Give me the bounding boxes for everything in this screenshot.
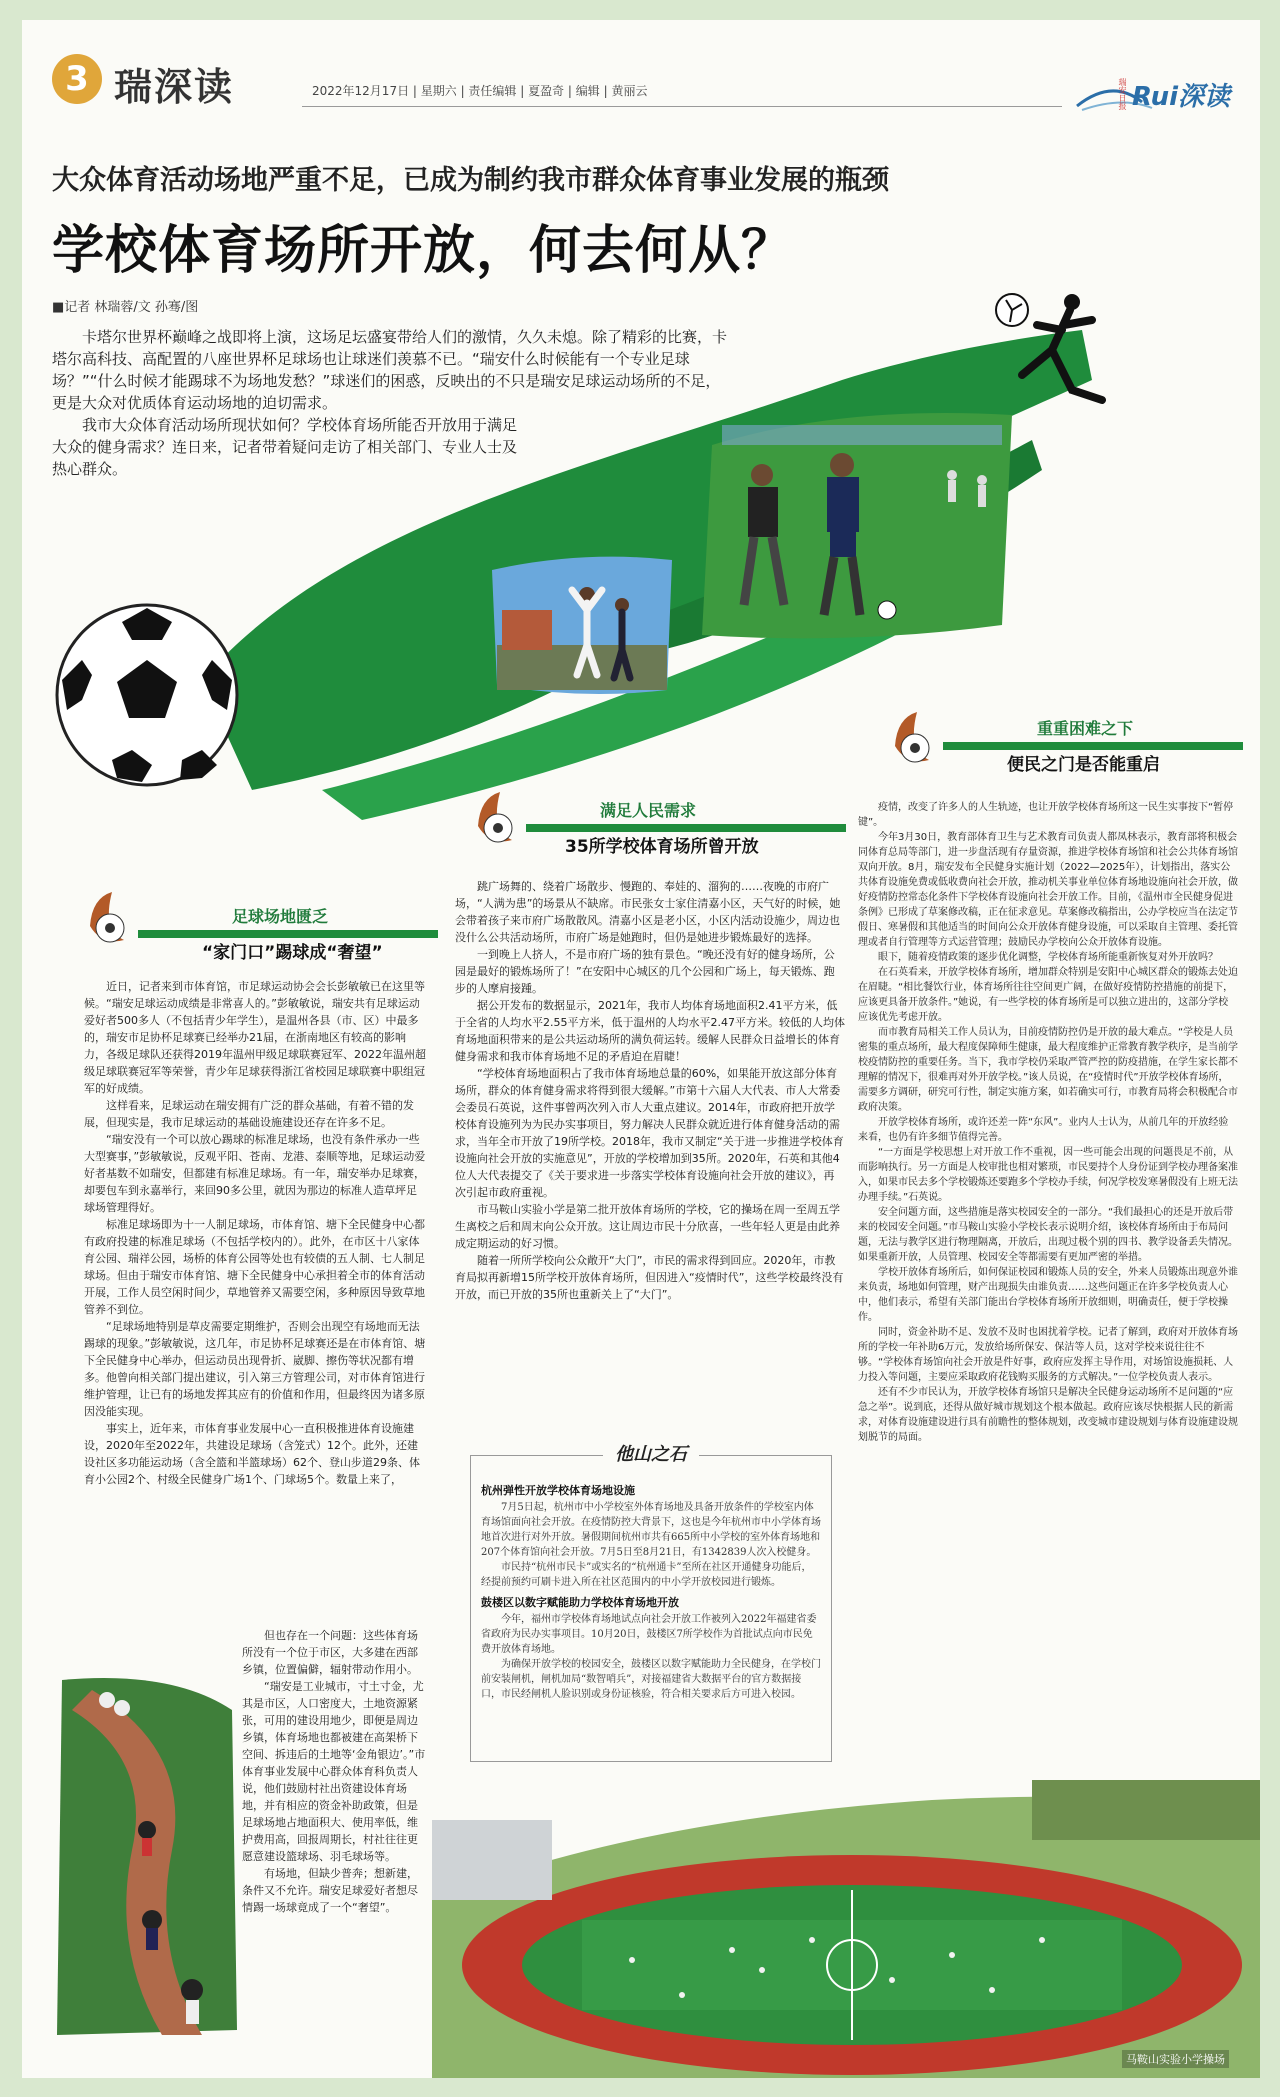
body-paragraph: 学校开放体育场所后，如何保证校园和锻炼人员的安全，外来人员锻炼出现意外谁来负责，场地如何管理，财产出现损失由谁负责……这些问题正在许多学校负责人心中，他们表示，希望有关部门能出台学校体育场所开放细则，明确责任，便于学校操作。 bbox=[858, 1267, 1238, 1323]
left-column bbox=[84, 978, 426, 1488]
soccer-ball-icon bbox=[52, 600, 242, 790]
body-paragraph: 随着一所所学校向公众敞开“大门”，市民的需求得到回应。2020年，市教育局拟再新增15所学校开放体育场所，但因进入“疫情时代”，这些学校最终没有开放，而已开放的35所也重新关上了“大门”。 bbox=[455, 1254, 844, 1301]
section-bar bbox=[138, 930, 438, 938]
body-paragraph: 这样看来，足球运动在瑞安拥有广泛的群众基础，有着不错的发展，但现实是，我市足球运动的基础设施建设还存在许多不足。 bbox=[84, 1099, 414, 1129]
body-paragraph: 事实上，近年来，市体育事业发展中心一直积极推进体育设施建设，2020年至2022年，共建设足球场（含笼式）12个。此外，还建设社区多功能运动场（含全篮和半篮球场）62个、登山步道29条、体育小公园2个、村级全民健身广场1个、门球场5个。数量上来了， bbox=[84, 1422, 420, 1486]
body-paragraph: 有场地，但缺少普奔；想新建，条件又不允许。瑞安足球爱好者想尽情踢一场球竟成了一个“奢望”。 bbox=[242, 1867, 418, 1914]
body-paragraph: 但也存在一个问题：这些体育场所没有一个位于市区，大多建在西部乡镇，位置偏僻，辐射带动作用小。 bbox=[242, 1629, 418, 1676]
body-paragraph: 疫情，改变了许多人的人生轨迹，也让开放学校体育场所这一民生实事按下“暂停键”。 bbox=[858, 802, 1234, 828]
body-paragraph: 市马鞍山实验小学是第二批开放体育场所的学校，它的操场在周一至周五学生离校之后和周末向公众开放。这让周边市民十分欣喜，一些年轻人更是由此养成定期运动的好习惯。 bbox=[455, 1203, 840, 1250]
sidebar-item-heading: 杭州弹性开放学校体育场地设施 bbox=[481, 1484, 635, 1497]
section-kicker: 足球场地匮乏 bbox=[232, 907, 329, 926]
soccer-players-photo bbox=[692, 405, 1022, 645]
soccer-ball-badge-icon bbox=[887, 710, 939, 766]
section-head-left bbox=[82, 890, 442, 980]
middle-column bbox=[455, 878, 845, 1303]
sidebar-item-heading: 鼓楼区以数字赋能助力学校体育场地开放 bbox=[481, 1596, 679, 1609]
masthead-rule bbox=[302, 106, 1062, 107]
sidebar-item-body: 市民持“杭州市民卡”或实名的“杭州通卡”至所在社区开通健身功能后，经提前预约可刷卡进入所在社区范围内的中小学开放校园进行锻炼。 bbox=[481, 1562, 812, 1588]
body-paragraph: 在石英看来，开放学校体育场所，增加群众特别是安阳中心城区群众的锻炼去处迫在眉睫。“相比餐饮行业，体育场所往往空间更广阔，在做好疫情防控措施的前提下，应该更具备开放条件。”她说，有一些学校的体育场所是可以独立进出的，这部分学校应该优先考虑开放。 bbox=[858, 967, 1238, 1023]
body-paragraph: “瑞安没有一个可以放心踢球的标准足球场，也没有条件承办一些大型赛事，”彭敏敏说，反观平阳、苍南、龙港、泰顺等地，足球运动爱好者基数不如瑞安，但都建有标准足球场。有一年，瑞安举办足球赛，却要包车到永嘉举行，来回90多公里，就因为那边的标准人造草坪足球场管理得好。 bbox=[84, 1133, 426, 1214]
sidebar-content bbox=[481, 1478, 821, 1702]
article-subtitle: 大众体育活动场地严重不足，已成为制约我市群众体育事业发展的瓶颈 bbox=[52, 165, 889, 196]
newspaper-page bbox=[22, 20, 1260, 2078]
section-kicker: 满足人民需求 bbox=[600, 801, 697, 820]
body-paragraph: 而市教育局相关工作人员认为，目前疫情防控仍是开放的最大难点。“学校是人员密集的重点场所，最大程度保障师生健康，最大程度维护正常教育教学秩序，是当前学校疫情防控的重要任务。当下，我市学校仍采取严管严控的防疫措施，在学生家长都不理解的情况下，很难再对外开放学校。”该人员说，在“疫情时代”开放学校体育场所，需要多方调研，研究可行性，制定实施方案，如若确实可行，市教育局将会积极配合市政府决策。 bbox=[858, 1027, 1238, 1113]
lead-paragraph: 我市大众体育活动场所现状如何？学校体育场所能否开放用于满足大众的健身需求？连日来，记者带着疑问走访了相关部门、专业人士及热心群众。 bbox=[52, 416, 518, 478]
sidebar-title-text: 他山之石 bbox=[603, 1444, 699, 1465]
body-paragraph: 跳广场舞的、绕着广场散步、慢跑的、奉娃的、溜狗的……夜晚的市府广场，“人满为患”的场景从不缺席。市民张女士家住清嘉小区，天气好的时候，她会带着孩子来市府广场散散风。清嘉小区是老小区，小区内活动设施少，周边也没什么公共活动场所，市府广场是她跑时，但仍是她进步锻炼最好的选择。 bbox=[455, 880, 841, 944]
soccer-ball-badge-icon bbox=[82, 890, 134, 946]
body-paragraph: 眼下，随着疫情政策的逐步优化调整，学校体育场所能重新恢复对外开放吗？ bbox=[878, 952, 1218, 963]
body-paragraph: “足球场地特别是草皮需要定期维护，否则会出现空有场地而无法踢球的现象。”彭敏敏说，这几年，市足协杯足球赛还是在市体育馆、塘下全民健身中心举办，但运动员出现骨折、崴脚、擦伤等状况都有增多。他曾向相关部门提出建议，引入第三方管理公司，对市体育馆进行维护管理，让已有的场地发挥其应有的价值和作用，但最终因为诸多原因没能实现。 bbox=[84, 1320, 426, 1418]
section-number-badge: 3 bbox=[52, 54, 102, 104]
body-paragraph: “学校体育场地面积占了我市体育场地总量的60%，如果能开放这部分体育场所，群众的体育健身需求将得到很大缓解。”市第十六届人大代表、市人大常委会委员石英说，这件事曾两次列入市人大重点建议。2014年，市政府把开放学校体育设施列为为民办实事项目，努力解决人民群众就近进行体育健身活动的需求，当年全市开放了19所学校。2018年，我市又制定“关于进一步推进学校体育设施向社会开放的实施意见”，开放的学校增加到35所。2020年，石英和其他4位人大代表提交了《关于要求进一步落实学校体育设施向社会开放的建议》，再次引起市政府重视。 bbox=[455, 1067, 844, 1199]
body-paragraph: 近日，记者来到市体育馆，市足球运动协会会长彭敏敏已在这里等候。“瑞安足球运动成绩是非常喜人的。”彭敏敏说，瑞安共有足球运动爱好者500多人（不包括青少年学生），是温州各县（市、区）中最多的，瑞安市足协杯足球赛已经举办21届，在浙南地区有较高的影响力，各级足球队还获得2019年温州甲级足球联赛冠军、2022年温州超级足球联赛冠军等荣誉，青少年足球获得浙江省校园足球联赛中职组冠军的好成绩。 bbox=[84, 980, 426, 1095]
basketball-photo bbox=[482, 550, 682, 700]
section-title: “家门口”踢球成“奢望” bbox=[202, 943, 383, 963]
section-head-right bbox=[887, 710, 1247, 790]
cycling-path-photo bbox=[52, 1670, 242, 2040]
body-paragraph: “瑞安是工业城市，寸土寸金，尤其是市区，人口密度大，土地资源紧张，可用的建设用地少，即便是周边乡镇，体育场地也都被建在高架桥下空间、拆违后的土地等‘金角银边’。”市体育事业发展中心群众体育科负责人说，他们鼓励村社出资建设体育场地，并有相应的资金补助政策，但是足球场地占地面积大、使用率低，维护费用高，回报周期长，村社往往更愿意建设篮球场、羽毛球场等。 bbox=[242, 1680, 426, 1863]
body-paragraph: 一到晚上人挤人，不是市府广场的独有景色。“晚还没有好的健身场所，公园是最好的锻炼场所了！”在安阳中心城区的几个公园和广场上，每天锻炼、跑步的人摩肩接踵。 bbox=[455, 948, 835, 995]
section-bar bbox=[943, 742, 1243, 750]
body-paragraph: 据公开发布的数据显示，2021年，我市人均体育场地面积2.41平方米，低于全省的人均水平2.55平方米，低于温州的人均水平2.47平方米。较低的人均体育场地面积带来的是公共运动场所的满负荷运转。缓解人民群众日益增长的体育健身需求和我市体育场地不足的矛盾迫在眉睫！ bbox=[455, 999, 845, 1063]
logo-tag: 瑞安日报 bbox=[1118, 78, 1127, 110]
left-column-narrow bbox=[242, 1627, 426, 1916]
body-paragraph: 今年3月30日，教育部体育卫生与艺术教育司负责人都凤林表示，教育部将积极会同体育总局等部门，进一步盘活现有存量资源，推进学校体育场馆和社会公共体育场馆双向开放。8月，瑞安发布全民健身实施计划（2022—2025年），计划指出，落实公共体育设施免费或低收费向社会开放，推动机关事业单位体育场地设施向社会开放，做好疫情防控常态化条件下学校体育设施向社会开放工作。目前，《温州市全民健身促进条例》已形成了草案修改稿，正在征求意见。草案修改稿指出，公办学校应当在法定节假日、寒暑假和其他适当的时间向公众开放体育健身设施，可以采取自主管理、委托管理或者自行管理等方式运营管理；鼓励民办学校向公众开放体育设施。 bbox=[858, 832, 1238, 948]
byline: ■记者 林瑞蓉/文 孙骞/图 bbox=[52, 300, 199, 315]
article-headline: 学校体育场所开放，何去何从？ bbox=[52, 221, 795, 281]
photo-caption: 马鞍山实验小学操场 bbox=[1122, 2050, 1229, 2068]
right-column bbox=[858, 800, 1238, 1445]
body-paragraph: 还有不少市民认为，开放学校体育场馆只是解决全民健身运动场所不足问题的“应急之举”。说到底，还得从做好城市规划这个根本做起。政府应该尽快根据人民的新需求，对体育设施建设进行具有前瞻性的整体规划，改变城市建设规划与体育设施建设规划脱节的局面。 bbox=[858, 1387, 1238, 1443]
sidebar-title bbox=[471, 1440, 831, 1466]
section-head-middle bbox=[470, 790, 850, 870]
section-name: 瑞深读 bbox=[114, 65, 235, 109]
body-paragraph: 同时，资金补助不足、发放不及时也困扰着学校。记者了解到，政府对开放体育场所的学校一年补助6万元，发放给场所保安、保洁等人员，这对学校来说往往不够。“学校体育场馆向社会开放是件好事，政府应发挥主导作用，对场馆设施损耗、人力投入等问题，主要应采取政府花钱购买服务的方式解决。”一位学校负责人表示。 bbox=[858, 1327, 1238, 1383]
body-paragraph: 安全问题方面，这些措施是落实校园安全的一部分。“我们最担心的还是开放后带来的校园安全问题。”市马鞍山实验小学校长表示说明介绍，该校体育场所由于布局问题，无法与教学区进行物理隔离，开放后，出现过极个别的四书、教学设备丢失情况。如果重新开放，人员管理、校园安全等都需要有更加严密的举措。 bbox=[858, 1207, 1238, 1263]
soccer-ball-badge-icon bbox=[470, 790, 522, 846]
sidebar-item-body: 为确保开放学校的校园安全，鼓楼区以数字赋能助力全民健身，在学校门前安装闸机，闸机加局“数智哨兵”，对接福建省大数据平台的官方数据接口，市民经闸机人脸识别或身份证核验，符合相关要求后方可进入校园。 bbox=[481, 1659, 821, 1700]
section-title: 35所学校体育场所曾开放 bbox=[565, 837, 759, 857]
sidebar-item-body: 7月5日起，杭州市中小学校室外体育场地及具备开放条件的学校室内体育场馆面向社会开放。在疫情防控大背景下，这也是今年杭州市中小学体育场地首次进行对外开放。暑假期间杭州市共有665所中小学校的室外体育场地和207个体育馆向社会开放。7月5日至8月21日，有1342839人次入校健身。 bbox=[481, 1502, 821, 1558]
school-sports-field-photo bbox=[432, 1780, 1260, 2078]
section-title: 便民之门是否能重启 bbox=[1007, 755, 1160, 775]
sidebar-item-body: 今年，福州市学校体育场地试点向社会开放工作被列入2022年福建省委省政府为民办实事项目。10月20日，鼓楼区7所学校作为首批试点向市民免费开放体育场地。 bbox=[481, 1614, 817, 1655]
body-paragraph: 标准足球场即为十一人制足球场，市体育馆、塘下全民健身中心都有政府投建的标准足球场（不包括学校内的）。此外，在市区十八家体育公园、瑞祥公园，场桥的体育公园等处也有较债的五人制、七人制足球场。但由于瑞安市体育馆、塘下全民健身中心承担着全市的体育活动开展，工作人员空闲时间少，草地管养又需要空闲，多种原因导致草地管养不到位。 bbox=[84, 1218, 425, 1316]
logo-text: Rui深读 bbox=[1132, 82, 1231, 112]
section-bar bbox=[526, 824, 846, 832]
body-paragraph: 开放学校体育场所，或许还差一阵“东风”。业内人士认为，从前几年的开放经验来看，也仍有许多细节值得完善。 bbox=[858, 1117, 1229, 1143]
body-paragraph: “一方面是学校思想上对开放工作不重视，因一些可能会出现的问题畏足不前，从而影响执行。另一方面是人校审批也相对繁琐，市民要持个人身份证到学校办理备案准入，如果市民去多个学校锻炼还要跑多个学校办手续，何况学校发寒暑假没有上班无法办理手续。”石英说。 bbox=[858, 1147, 1238, 1203]
lead-paragraph: 卡塔尔世界杯巅峰之战即将上演，这场足坛盛宴带给人们的激情，久久未熄。除了精彩的比赛，卡塔尔高科技、高配置的八座世界杯足球场也让球迷们羡慕不已。“瑞安什么时候能有一个专业足球场？”“什么时候才能踢球不为场地发愁？”球迷们的困惑，反映出的不只是瑞安足球运动场所的不足，更是大众对优质体育运动场地的迫切需求。 bbox=[52, 328, 728, 412]
section-kicker: 重重困难之下 bbox=[1037, 719, 1134, 738]
date-editor-line: 2022年12月17日 | 星期六 | 责任编辑 | 夏盈奇 | 编辑 | 黄丽云 bbox=[312, 84, 648, 98]
sidebar-box bbox=[470, 1444, 832, 1762]
